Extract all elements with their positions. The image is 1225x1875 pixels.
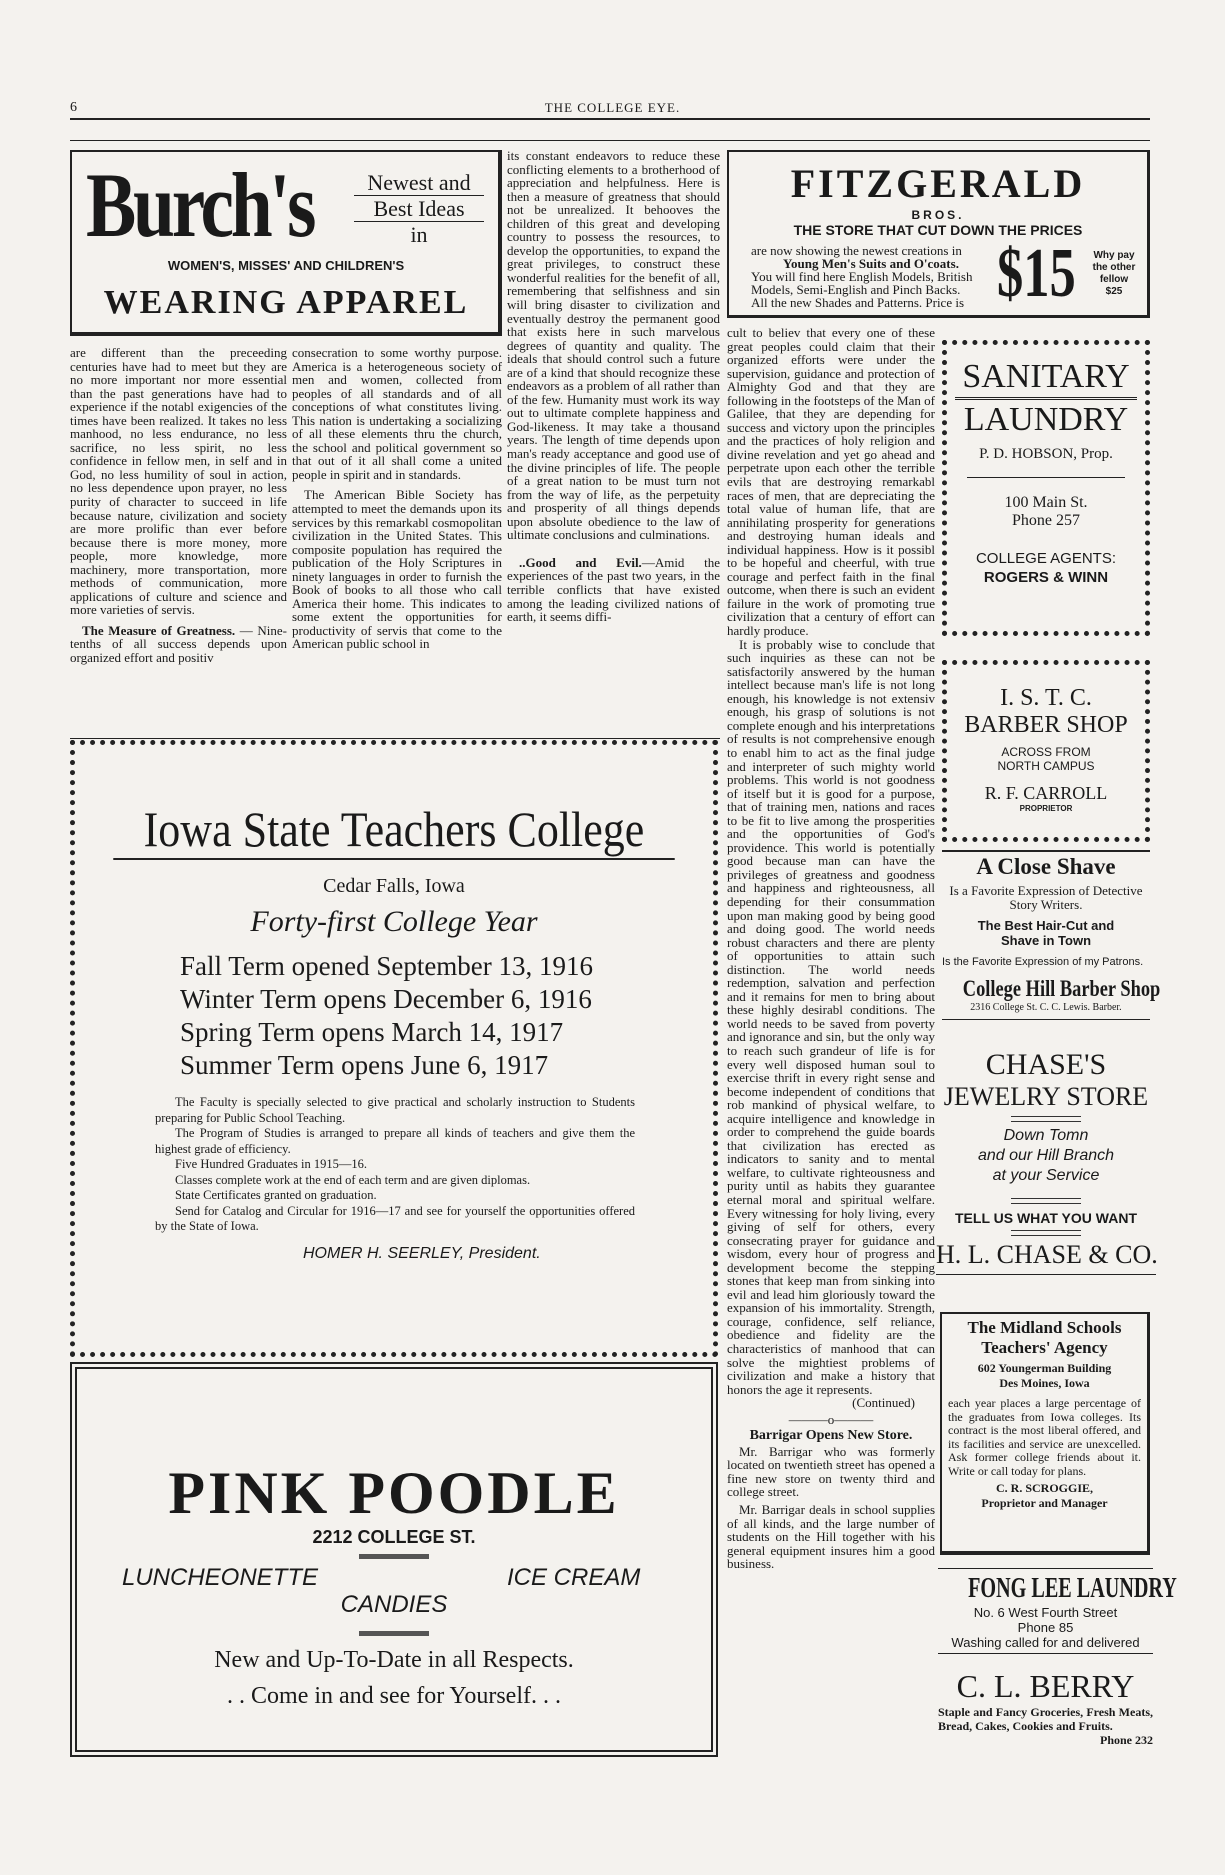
paragraph-text: — Nine-tenths of all success depends upon organized effort and positiv	[70, 622, 287, 666]
fong-name: FONG LEE LAUNDRY	[968, 1573, 1177, 1604]
berry-name: C. L. BERRY	[956, 1668, 1135, 1704]
fong-lee-ad	[938, 1568, 1177, 1654]
laundry-title: SANITARY	[955, 357, 1137, 400]
barber-location: ACROSS FROM	[1001, 745, 1091, 759]
laundry-title: LAUNDRY	[963, 401, 1129, 438]
shave-title: A Close Shave	[942, 850, 1150, 880]
article-column-1	[70, 346, 287, 738]
fitzgerald-bros: BROS.	[911, 208, 965, 222]
term-date: Winter Term opens December 6, 1916	[180, 984, 592, 1014]
copy-line: You will find here English Models, British	[751, 269, 973, 284]
shave-shop: College Hill Barber Shop	[962, 976, 1161, 1001]
chase-tell: TELL US WHAT YOU WANT	[955, 1210, 1137, 1226]
tag-line: Best Ideas	[354, 196, 484, 222]
poodle-item: ICE CREAM	[507, 1564, 641, 1591]
iowa-details	[155, 1095, 635, 1235]
article-paragraph: are different than the preceeding centuries have had to meet but they are no more important nor more essential than the past generations have had to experience if the notabl exigencies of the times have been realized. It takes no less manhood, no less endurance, no less sacrifice, no less spirit, no less confidence in fellow men, in self and in God, no less humility of soul in action, no less dependence upon prayer, no less purity of character to succeed in life because nature, civilization and society are more prolific than ever before because there is more money, more people, more knowledge, more machinery, more transportation, more methods of communication, more applications of culture and science and more varieties of servis.	[70, 346, 287, 618]
chase-name: H. L. CHASE & CO.	[936, 1240, 1156, 1275]
term-date: Fall Term opened September 13, 1916	[180, 951, 594, 981]
article-paragraph: consecration to some worthy purpose. America is a heterogeneous society of men and women, collected from peoples of all standards and of all conceptions of what constitutes living. This nation is undertaking a socializing of all these elements thru the church, the school and political government so that out of it all shall come a united people in spirit and in standards.	[292, 346, 502, 482]
detail-line: Five Hundred Graduates in 1915—16.	[175, 1157, 367, 1171]
article-paragraph: cult to believ that every one of these great peoples could claim that their organized efforts were under the supervision, guidance and protection of Almighty God and that they are following in the footsteps of the Man of Galilee, that they are depending for success and victory upon the principles and the practices of holy religion and divine revelation and yet go ahead and perpetrate upon each other the terrible evils that are destroying remarkabl races of men, that are depreciating the total value of human life, that are annihilating prosperity for generations and destroying human ideals and individual happiness. How is it possibl to be hopeful and cheerful, with true courage and perfect faith in the final outcome, when there is such an evident failure in the work of promoting true civilization that a century of effort can hardly produce.	[727, 326, 935, 639]
berry-ad	[938, 1668, 1153, 1747]
burch-tagline	[354, 170, 484, 247]
why-line: the other	[1092, 262, 1136, 273]
fitzgerald-copy	[751, 244, 991, 309]
article-paragraph: The American Bible Society has attempted to meet the demands upon its services by this remarkabl cosmopolitan civilization in the United States. This composite population has required the publication of the Holy Scriptures in ninety languages in order to furnish the Book of books to all those who call America their home. This indicates to some extent the opportunities for productivity of servis that come to the American public school in	[292, 487, 502, 652]
paragraph-text: —Amid the experiences of the past two years, in the terrible conflicts that have existed among the leading civilized nations of earth, it seems diffi-	[507, 554, 720, 625]
iowa-place: Cedar Falls, Iowa	[323, 875, 465, 897]
chase-branch: Down Tomn	[1003, 1127, 1089, 1144]
header-rule-2	[70, 140, 1150, 141]
midland-title: The Midland Schools	[967, 1318, 1122, 1337]
chase-jewelry-ad	[936, 1048, 1156, 1275]
fitzgerald-ad	[727, 150, 1150, 318]
barber-role: PROPRIETOR	[1019, 804, 1073, 813]
separator: ———o———	[788, 1411, 874, 1427]
iowa-title: Iowa State Teachers College	[113, 800, 674, 860]
detail-line: Send for Catalog and Circular for 1916—17 and see for yourself the opportunities offered by the State of Iowa.	[155, 1203, 635, 1233]
close-shave-ad	[942, 850, 1161, 1020]
laundry-phone: Phone 257	[1012, 512, 1080, 529]
berry-text: Staple and Fancy Groceries, Fresh Meats, Bread, Cakes, Cookies and Fruits.	[938, 1705, 1153, 1733]
berry-body	[938, 1705, 1153, 1747]
midland-address: Des Moines, Iowa	[999, 1376, 1090, 1390]
page-number: 6	[70, 100, 77, 115]
poodle-line: New and Up-To-Date in all Respects.	[214, 1647, 574, 1673]
istc-barber-ad	[942, 660, 1150, 842]
why-line: fellow	[1099, 274, 1129, 285]
shave-text: Is the Favorite Expression of my Patrons.	[942, 956, 1144, 968]
term-date: Summer Term opens June 6, 1917	[180, 1050, 549, 1080]
laundry-agent-names: ROGERS & WINN	[983, 569, 1109, 586]
fong-line: No. 6 West Fourth Street	[973, 1605, 1118, 1620]
article-paragraph: its constant endeavors to reduce these conflicting elements to a brotherhood of appreciation and helpfulness. Here is then a measure of greatness that should not be unrealized. It behooves the children of this great and developing country to possess the resources, to develop the opportunities, to expand the great privileges, to construct these wonderful realities for the benefit of all, remembering that selfishness and sin will bring disaster to civilization and eventually destroy the permanent good that exists here in such marvelous degrees of quantity and quality. The ideals that should control such a future are of a kind that should recognize these endeavors as a problem of all rather than of the few. Humanity must work its way out to ultimate complete happiness and God-likeness. It may take a thousand years. The length of time depends upon man's ready acceptance and good use of the divine principles of life. The people of a great nation to be must turn not from the way of life, as the perpetuity and prosperity of all things depends upon absolute obedience to the law of ultimate conclusions and culminations.	[507, 149, 720, 543]
berry-phone: Phone 232	[1099, 1733, 1153, 1747]
article-column-2	[292, 346, 502, 738]
news-headline: Barrigar Opens New Store.	[749, 1428, 913, 1444]
midland-role: Proprietor and Manager	[981, 1496, 1108, 1510]
poodle-address: 2212 COLLEGE ST.	[312, 1527, 476, 1547]
divider	[1011, 1116, 1081, 1122]
midland-title: Teachers' Agency	[981, 1338, 1108, 1357]
detail-line: State Certificates granted on graduation.	[175, 1188, 377, 1202]
article-paragraph	[507, 556, 720, 624]
article-paragraph: Mr. Barrigar who was formerly located on twentieth street has opened a fine new store on twenty third and college street.	[727, 1443, 935, 1500]
iowa-president: HOMER H. SEERLEY, President.	[303, 1245, 541, 1262]
shave-text-bold: The Best Hair-Cut and Shave in Town	[977, 918, 1115, 948]
article-column-4	[727, 326, 935, 1766]
fitzgerald-why	[1084, 250, 1144, 298]
burch-ad	[70, 150, 502, 336]
poodle-line: . . Come in and see for Yourself. . .	[227, 1683, 561, 1709]
shave-address: 2316 College St. C. C. Lewis. Barber.	[942, 1002, 1150, 1020]
why-line: $25	[1105, 286, 1123, 297]
divider	[1011, 1198, 1081, 1204]
tag-line: in	[410, 222, 428, 247]
section-heading: ..Good and Evil.	[519, 554, 642, 570]
continued-note: (Continued)	[852, 1395, 915, 1411]
copy-line: are now showing the newest creations in	[751, 243, 962, 258]
column-rule	[70, 738, 720, 739]
laundry-agents: COLLEGE AGENTS:	[975, 550, 1117, 567]
chase-branch: and our Hill Branch	[977, 1147, 1115, 1164]
laundry-prop: P. D. HOBSON, Prop.	[967, 446, 1125, 478]
midland-address: 602 Youngerman Building	[977, 1361, 1112, 1375]
midland-agency-ad	[940, 1312, 1150, 1555]
iowa-terms	[180, 950, 593, 1082]
barber-owner: R. F. CARROLL	[984, 783, 1108, 803]
fitzgerald-slogan: THE STORE THAT CUT DOWN THE PRICES	[793, 222, 1083, 238]
header-rule	[70, 118, 1150, 120]
fitzgerald-price: $15	[997, 235, 1076, 312]
poodle-divider	[359, 1554, 429, 1559]
why-line: Why pay	[1093, 250, 1135, 261]
copy-line: Models, Semi-English and Pinch Backs.	[751, 282, 961, 297]
article-paragraph	[70, 624, 287, 665]
pink-poodle-ad	[70, 1362, 718, 1757]
burch-name: Burch's	[86, 154, 314, 256]
burch-line1: WOMEN'S, MISSES' AND CHILDREN'S	[167, 258, 405, 273]
tag-line: Newest and	[354, 170, 484, 196]
poodle-item: LUNCHEONETTE	[122, 1564, 319, 1591]
poodle-divider	[359, 1631, 429, 1636]
fong-line: Phone 85	[1017, 1620, 1074, 1635]
article-paragraph: It is probably wise to conclude that such inquiries as these can not be satisfactorily answered by the human intellect because man's life is not long enough, his knowledge is not extensiv enough, his grasp of solutions is not complete enough and his interpretations of results is not comprehensive enough to enabl him to act as the final judge and interpreter of such mighty world problems. This world is not goodness of itself but it is good for a purpose, that of training men, nations and races to be fit to live among the prosperities and the opportunities of God's providence. This world is potentially good because man can have the privileges of greatness and goodness and happiness and righteousness, all depending for their consummation upon man making good by being good and doing good. The world needs robust characters and there are plenty of opportunities to attain such distinction. The world needs redemption, salvation and perfection and it remains for men to bring about these highly desirabl conditions. The world needs to be saved from poverty and ignorance and sin, but the only way to reach such grandeur of life is for every well disposed human soul to exercise thrift in every right sense and become independent of conditions that rob mankind of physical welfare, to acquire intelligence and knowledge in order to comprehend the guide boards that civilization has erected as indicators to sanity and to mental welfare, to cultivate righteousness and purity until as habits they guarantee eternal moral and spiritual welfare. Every witnessing for holy living, every giving of self for others, every consecrating prayer for guidance and wisdom, every hour of progress and development become the stepping stones that keep man from sinking into evil and lead him gloriously toward the expansion of his immortality. Strength, courage, confidence, self reliance, obedience and fidelity are the characteristics of manhood that can solve the mightiest problems of civilization and make a history that honors the age it represents.	[727, 636, 935, 1397]
midland-body: each year places a large percentage of the graduates from Iowa colleges. Its contract is the most liberal offered, and its facilities and service are unexcelled. Ask former college friends about it. Write or call today for plans.	[948, 1396, 1141, 1478]
divider	[1011, 1230, 1081, 1236]
fitzgerald-name: FITZGERALD	[790, 161, 1086, 206]
barber-title: I. S. T. C.	[1000, 685, 1092, 711]
chase-title: JEWELRY STORE	[943, 1082, 1149, 1111]
shave-text: Is a Favorite Expression of Detective Story Writers.	[949, 883, 1143, 912]
detail-line: The Program of Studies is arranged to prepare all kinds of teachers and give them the highest grade of efficiency.	[155, 1126, 635, 1156]
fong-line: Washing called for and delivered	[938, 1635, 1153, 1654]
poodle-item: CANDIES	[340, 1591, 448, 1618]
article-paragraph: Mr. Barrigar deals in school supplies of all kinds, and the large number of students on the Hill together with his general equipment insures him a good business.	[727, 1502, 935, 1572]
iowa-state-ad	[70, 740, 718, 1357]
article-column-3	[507, 149, 720, 738]
chase-title: CHASE'S	[985, 1048, 1107, 1081]
midland-signature: C. R. SCROGGIE,	[995, 1481, 1093, 1495]
iowa-year: Forty-first College Year	[250, 905, 538, 938]
burch-line2: WEARING APPAREL	[103, 284, 469, 321]
chase-branch: at your Service	[992, 1167, 1100, 1184]
section-heading: The Measure of Greatness.	[82, 622, 236, 638]
detail-line: The Faculty is specially selected to give practical and scholarly instruction to Students preparing for Public School Teaching.	[155, 1095, 635, 1125]
copy-line: Young Men's Suits and O'coats.	[783, 256, 959, 271]
term-date: Spring Term opens March 14, 1917	[180, 1017, 564, 1047]
detail-line: Classes complete work at the end of each term and are given diplomas.	[175, 1172, 531, 1187]
barber-location: NORTH CAMPUS	[997, 759, 1095, 773]
barber-title: BARBER SHOP	[964, 712, 1128, 738]
copy-line: All the new Shades and Patterns. Price is	[751, 295, 965, 310]
sanitary-laundry-ad	[942, 340, 1150, 636]
laundry-address: 100 Main St.	[1004, 494, 1088, 511]
masthead-title: THE COLLEGE EYE.	[544, 100, 681, 115]
poodle-name: PINK POODLE	[168, 1460, 620, 1526]
